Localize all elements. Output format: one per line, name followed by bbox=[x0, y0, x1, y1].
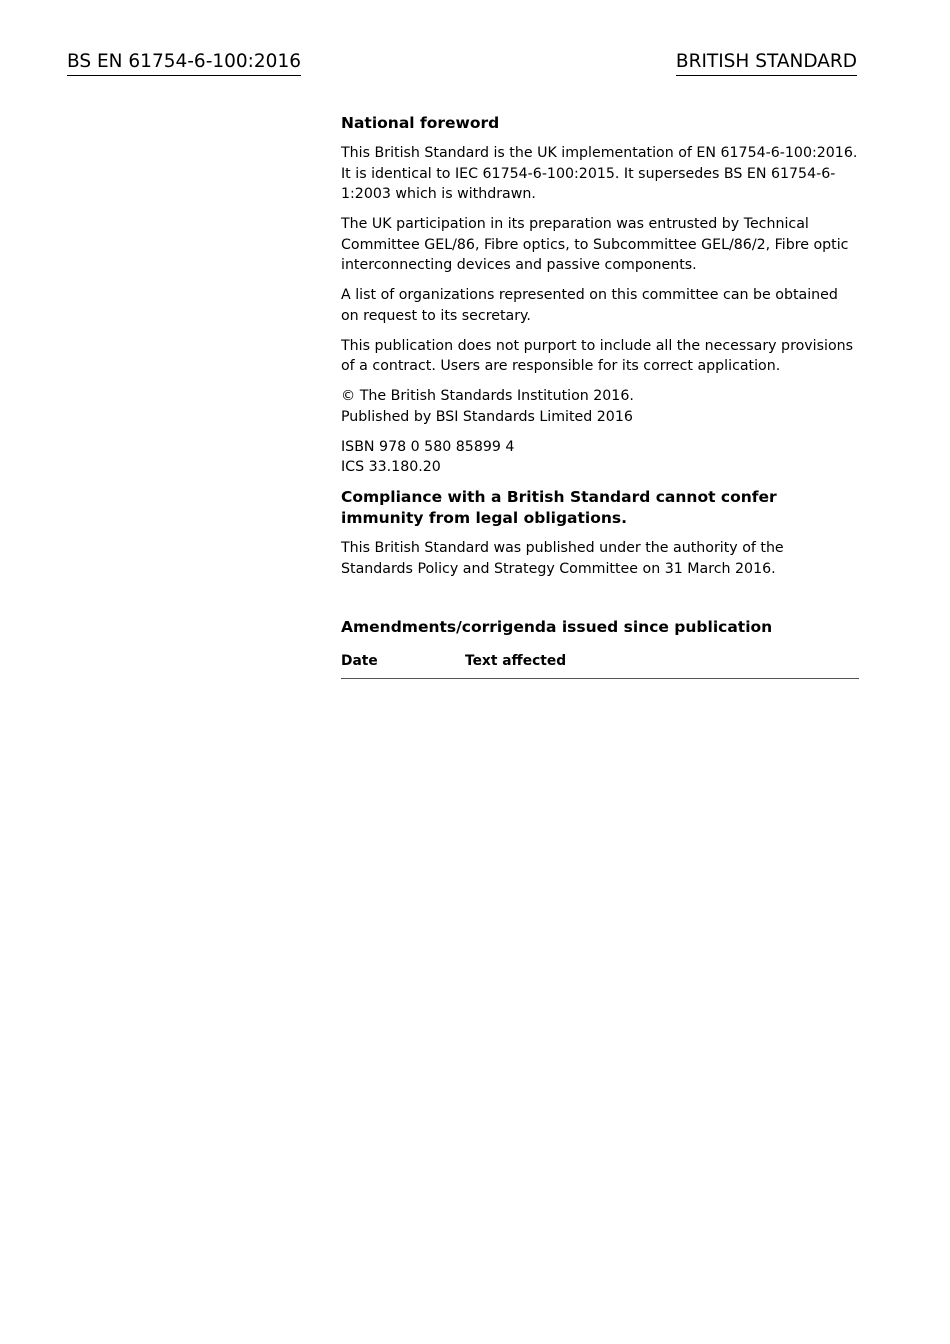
implementation-line: This British Standard is the UK implementation of EN 61754-6-100:2016. bbox=[341, 145, 858, 161]
document-id: BS EN 61754-6-100:2016 bbox=[67, 50, 301, 76]
identity-line: It is identical to IEC 61754-6-100:2015. It supersedes BS EN 61754-6-1:2003 which is withdrawn. bbox=[341, 165, 836, 202]
foreword-title: National foreword bbox=[341, 114, 500, 132]
foreword-paragraph-disclaimer: This publication does not purport to include all the necessary provisions of a contract. Users are responsible for its correct application. bbox=[341, 337, 854, 374]
column-header-text-affected: Text affected bbox=[465, 652, 567, 669]
amendments-title: Amendments/corrigenda issued since publication bbox=[341, 617, 773, 636]
national-foreword-section bbox=[341, 113, 859, 679]
amendments-table-header bbox=[341, 652, 859, 679]
isbn: ISBN 978 0 580 85899 4 bbox=[341, 438, 515, 455]
compliance-statement: Compliance with a British Standard cannot confer immunity from legal obligations. bbox=[341, 488, 777, 527]
standard-series-label: BRITISH STANDARD bbox=[676, 50, 857, 76]
column-header-date: Date bbox=[341, 652, 378, 669]
identifiers-block bbox=[341, 437, 859, 478]
authority-statement: This British Standard was published under the authority of the Standards Policy and Strategy Committee on 31 March 2016. bbox=[341, 540, 784, 577]
copyright-block bbox=[341, 386, 859, 427]
foreword-paragraph-organizations: A list of organizations represented on this committee can be obtained on request to its secretary. bbox=[341, 287, 838, 324]
publisher-line: Published by BSI Standards Limited 2016 bbox=[341, 408, 633, 425]
copyright-line: © The British Standards Institution 2016. bbox=[341, 388, 634, 404]
ics: ICS 33.180.20 bbox=[341, 459, 441, 475]
foreword-paragraph-implementation bbox=[341, 143, 859, 205]
foreword-paragraph-committee: The UK participation in its preparation was entrusted by Technical Committee GEL/86, Fibre optics, to Subcommittee GEL/86/2, Fibre optic interconnecting devices and passive components. bbox=[341, 216, 849, 273]
